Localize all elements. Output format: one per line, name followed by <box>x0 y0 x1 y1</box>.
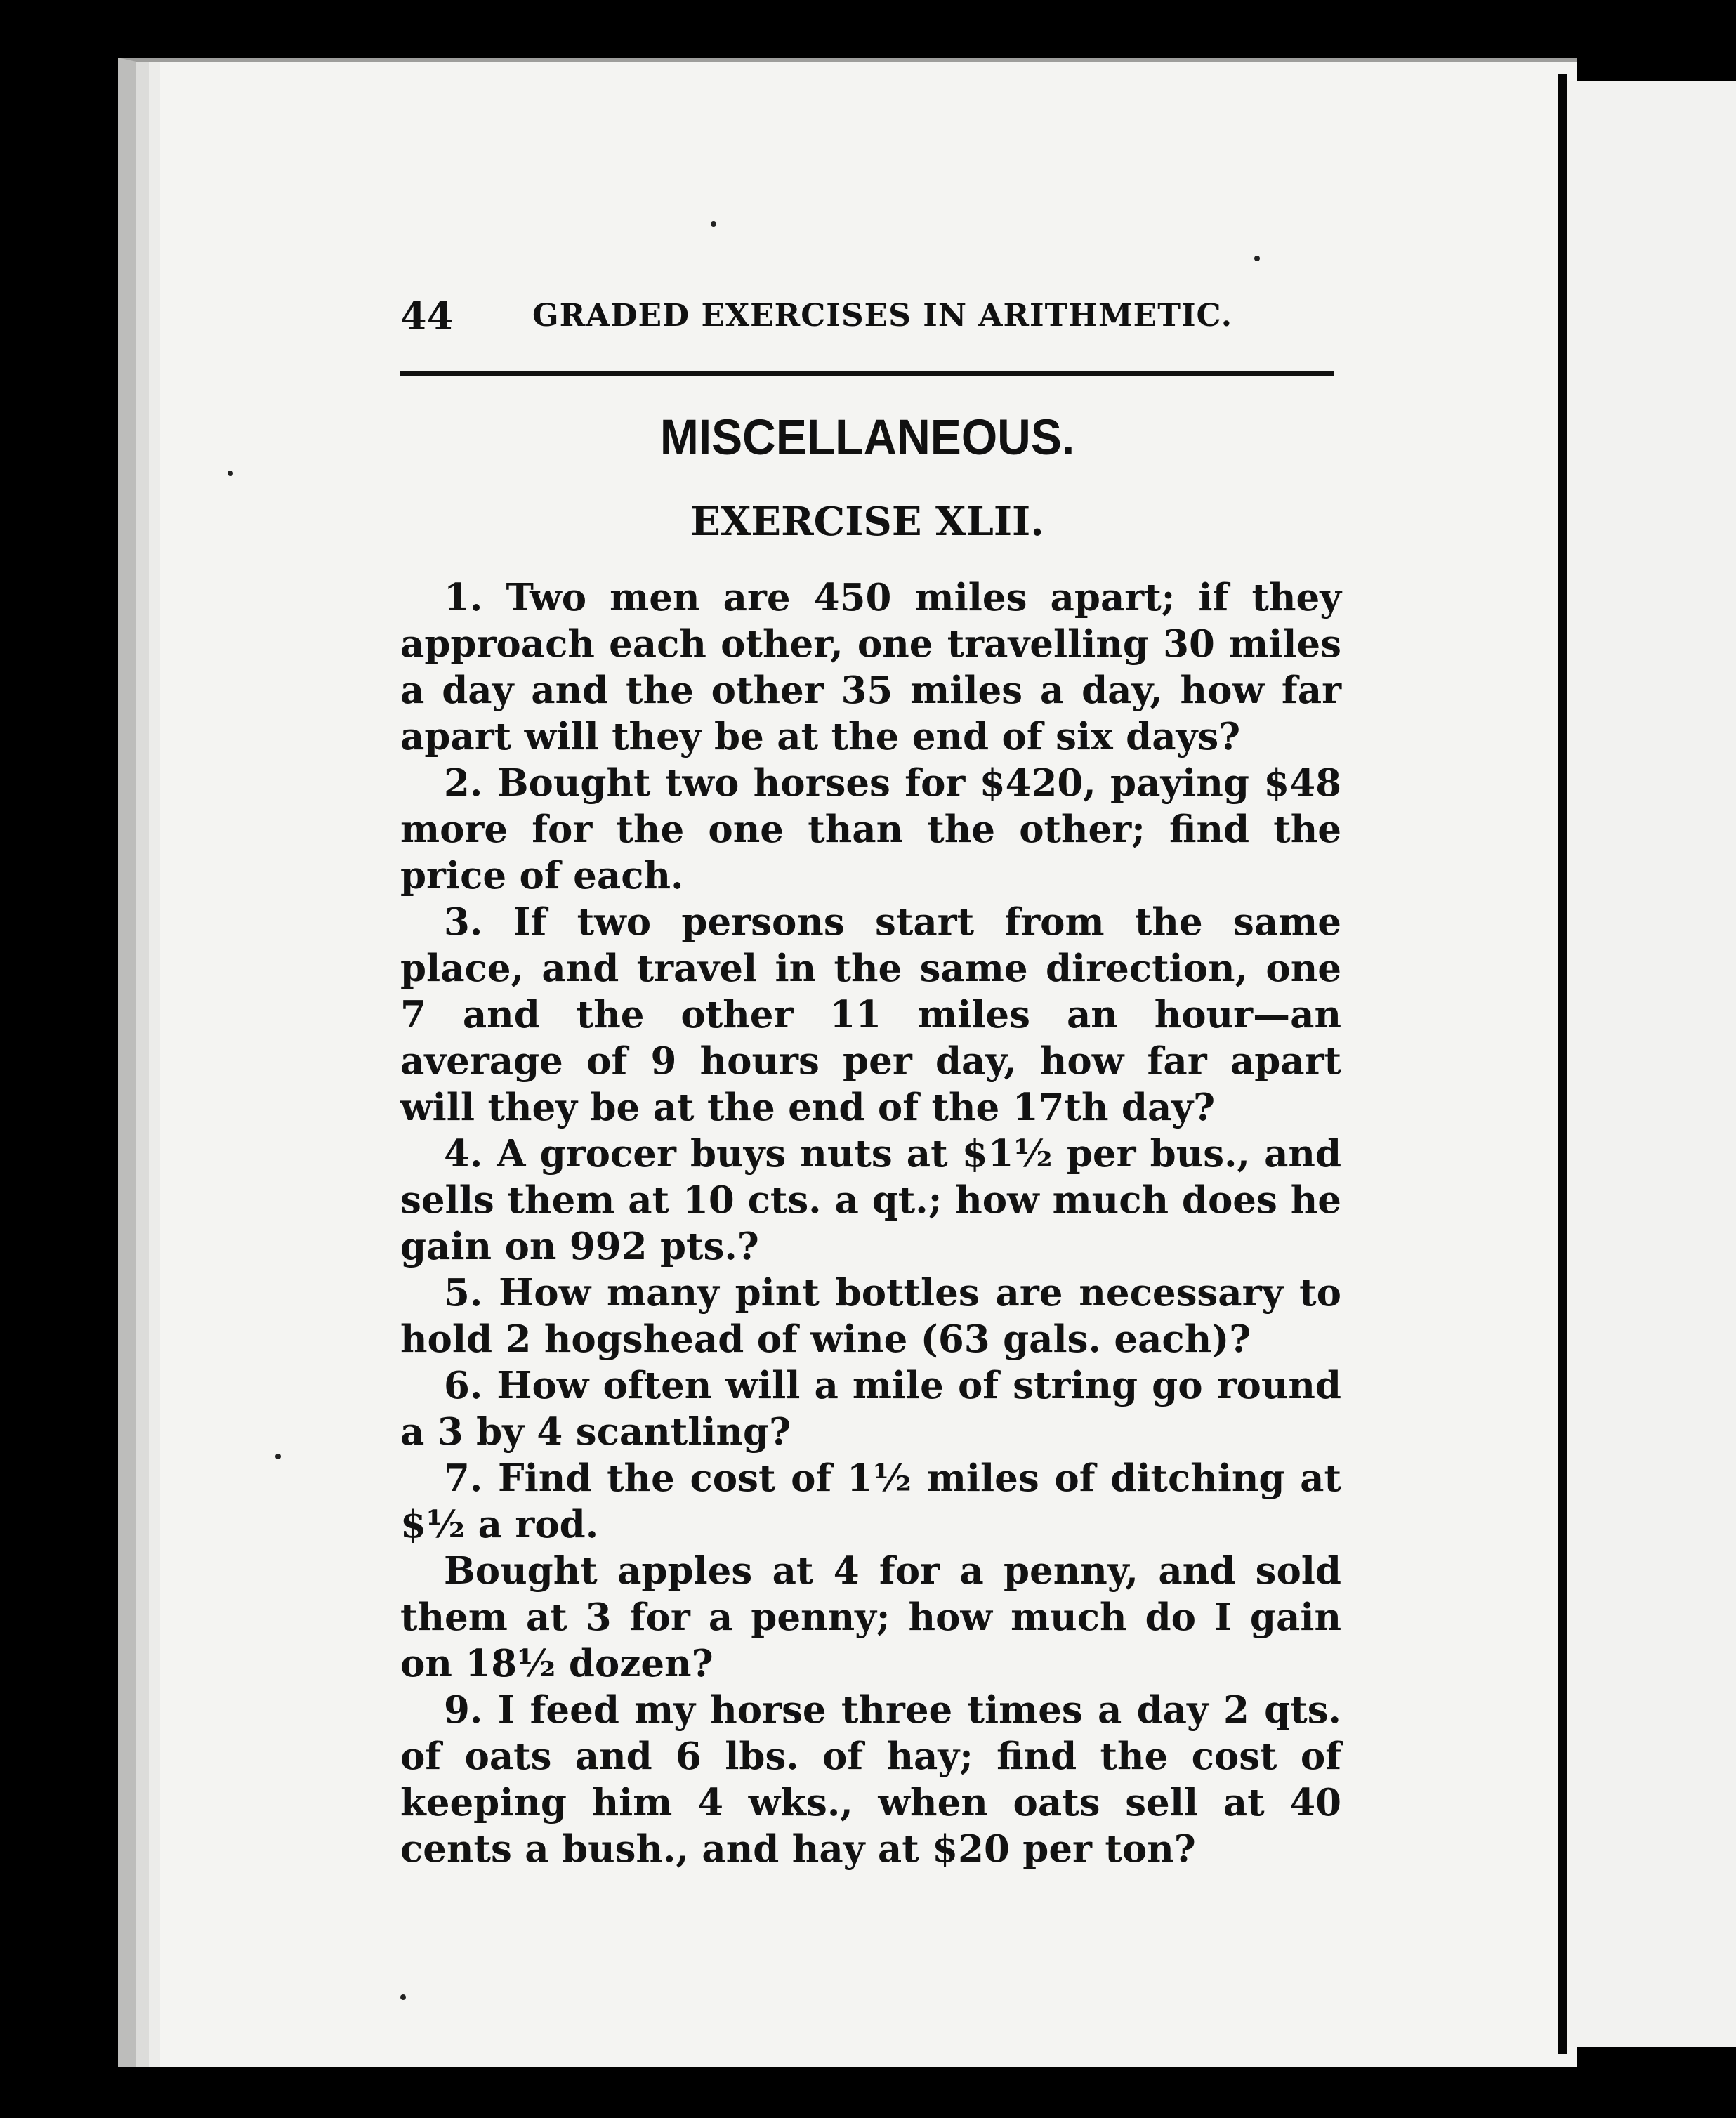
problem-4: 4. A grocer buys nuts at $1½ per bus., and sells them at 10 cts. a qt.; how much does he gain on 992 pts.? <box>400 1132 1341 1268</box>
problem-8: Bought apples at 4 for a penny, and sold them at 3 for a penny; how much do I gain on 18½ dozen? <box>400 1549 1341 1685</box>
scan-speck <box>1254 256 1260 261</box>
header-rule <box>400 371 1334 376</box>
problem-7: 7. Find the cost of 1½ miles of ditching at $½ a rod. <box>400 1456 1341 1546</box>
exercise-problems <box>400 574 1341 1872</box>
exercise-title: EXERCISE XLII. <box>690 499 1044 545</box>
scan-speck <box>228 471 233 476</box>
problem-9: 9. I feed my horse three times a day 2 qts. of oats and 6 lbs. of hay; find the cost of keeping him 4 wks., when oats sell at 40 cents a bush., and hay at $20 per ton? <box>400 1688 1341 1871</box>
running-title: GRADED EXERCISES IN ARITHMETIC. <box>532 298 1233 334</box>
problem-6: 6. How often will a mile of string go round a 3 by 4 scantling? <box>400 1364 1341 1454</box>
scan-speck <box>711 221 716 227</box>
scan-speck <box>275 1454 281 1459</box>
section-title: MISCELLANEOUS. <box>659 409 1075 465</box>
problem-5: 5. How many pint bottles are necessary to hold 2 hogshead of wine (63 gals. each)? <box>400 1271 1341 1361</box>
problem-2: 2. Bought two horses for $420, paying $48 more for the one than the other; find the price of each. <box>400 761 1341 897</box>
facing-page <box>1567 81 1736 2047</box>
page-header <box>400 294 1334 343</box>
problem-1: 1. Two men are 450 miles apart; if they approach each other, one travelling 30 miles a day and the other 35 miles a day, how far apart will they be at the end of six days? <box>400 576 1341 758</box>
scan-speck <box>400 1994 406 2000</box>
right-page-edge <box>1558 74 1567 2054</box>
problem-3: 3. If two persons start from the same place, and travel in the same direction, one 7 and the other 11 miles an hour—an average of 9 hours per day, how far apart will they be at the end of the 17th day? <box>400 900 1341 1129</box>
page-number: 44 <box>400 294 454 338</box>
